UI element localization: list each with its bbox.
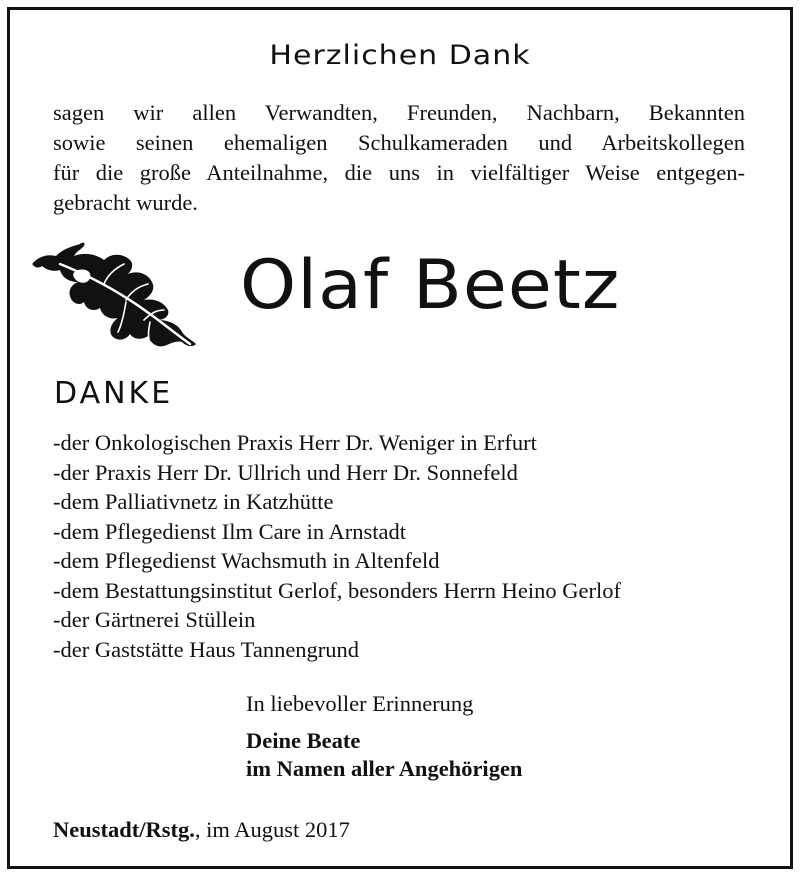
list-item: -dem Pflegedienst Ilm Care in Arnstadt xyxy=(53,518,407,544)
signature-line-2: im Namen aller Angehörigen xyxy=(246,756,523,781)
intro-line: sagen wir allen Verwandten, Freunden, Nachbarn, Bekannten xyxy=(53,100,745,125)
place-date: , im August 2017 xyxy=(194,817,350,842)
intro-line: sowie seinen ehemaligen Schulkameraden und Arbeitskollegen xyxy=(53,130,745,155)
intro-line: für die große Anteilnahme, die uns in vielfältiger Weise entgegen- xyxy=(53,160,745,185)
place-date-line xyxy=(53,816,350,844)
intro-line: gebracht wurde. xyxy=(53,190,198,215)
deceased-name: Olaf Beetz xyxy=(240,246,621,325)
list-item: -dem Pflegedienst Wachsmuth in Altenfeld xyxy=(53,548,440,573)
signature-block xyxy=(246,727,522,783)
memory-line: In liebevoller Erinnerung xyxy=(246,691,474,716)
thanks-list xyxy=(53,428,621,664)
list-item: -der Praxis Herr Dr. Ullrich und Herr Dr. Sonnefeld xyxy=(53,459,518,485)
list-item: -dem Bestattungsinstitut Gerlof, besonders Herrn Heino Gerlof xyxy=(53,577,621,603)
list-item: -dem Palliativnetz in Katzhütte xyxy=(53,489,334,514)
intro-paragraph xyxy=(53,98,745,218)
oak-leaf-icon xyxy=(30,240,198,350)
danke-title: DANKE xyxy=(54,376,174,411)
heading-herzlichen-dank: Herzlichen Dank xyxy=(269,39,531,72)
list-item: -der Gaststätte Haus Tannengrund xyxy=(53,636,360,662)
place-town: Neustadt/Rstg. xyxy=(53,817,195,842)
list-item: -der Onkologischen Praxis Herr Dr. Weniger in Erfurt xyxy=(53,430,537,455)
list-item: -der Gärtnerei Stüllein xyxy=(53,607,256,632)
signature-line-1: Deine Beate xyxy=(246,728,361,753)
